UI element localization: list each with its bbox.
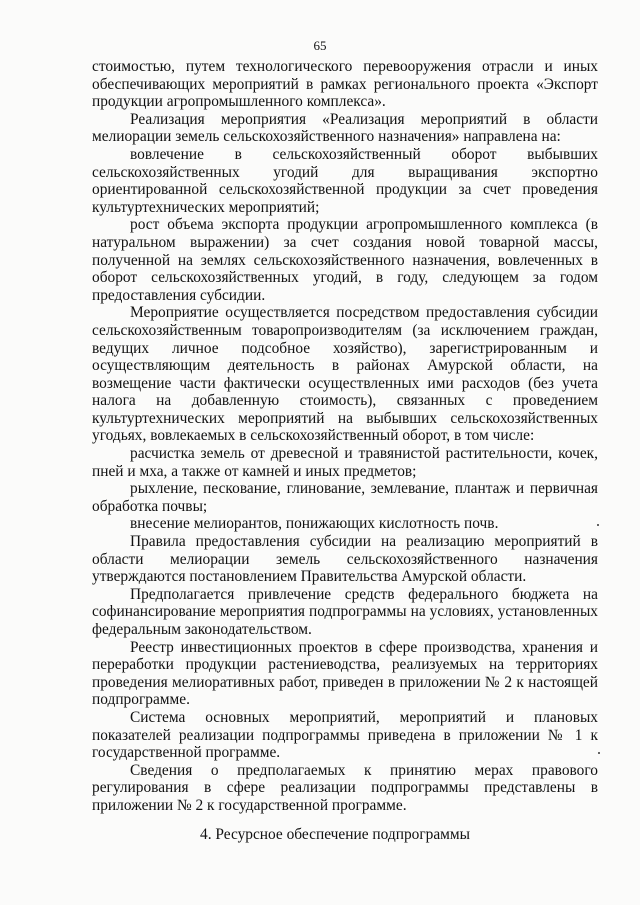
paragraph: Предполагается привлечение средств федерального бюджета на софинансирование мероприятия подпрограммы на условиях, установленных федеральным законодательством. xyxy=(92,585,598,638)
paragraph: вовлечение в сельскохозяйственный оборот выбывших сельскохозяйственных угодий для выращивания экспортно ориентированной сельскохозяйственной продукции за счет проведения культуртехнических мероприятий; xyxy=(92,145,598,216)
paragraph: Сведения о предполагаемых к принятию мерах правового регулирования в сфере реализации подпрограммы представлены в приложении № 2 к государственной программе. xyxy=(92,761,598,814)
scan-speck xyxy=(597,524,599,526)
paragraph: Мероприятие осуществляется посредством предоставления субсидии сельскохозяйственным товаропроизводителям (за исключением граждан, ведущих личное подсобное хозяйство), зарегистрированным и осуществляющим деятельность в районах Амурской области, на возмещение части фактически осуществленных ими расходов (без учета налога на добавленную стоимость), связанных с проведением культуртехнических мероприятий на выбывших сельскохозяйственных угодьях, вовлекаемых в сельскохозяйственный оборот, в том числе: xyxy=(92,304,598,445)
paragraph: стоимостью, путем технологического перевооружения отрасли и иных обеспечивающих мероприятий в рамках регионального проекта «Экспорт продукции агропромышленного комплекса». xyxy=(92,58,598,111)
section-heading: 4. Ресурсное обеспечение подпрограммы xyxy=(200,826,470,843)
scan-speck xyxy=(598,752,600,754)
paragraph: Реализация мероприятия «Реализация мероприятий в области мелиорации земель сельскохозяйственного назначения» направлена на: xyxy=(92,110,598,146)
paragraph: рыхление, пескование, глинование, землевание, плантаж и первичная обработка почвы; xyxy=(92,480,598,515)
body-text xyxy=(92,58,598,815)
paragraph: Правила предоставления субсидии на реализацию мероприятий в области мелиорации земель сельскохозяйственного назначения утверждаются постановлением Правительства Амурской области. xyxy=(92,533,598,586)
paragraph: внесение мелиорантов, понижающих кислотность почв. xyxy=(130,515,499,533)
page-number: 65 xyxy=(313,38,327,53)
paragraph: Система основных мероприятий, мероприятий и плановых показателей реализации подпрограммы приведена в приложении № 1 к государственной программе. xyxy=(92,708,598,762)
paragraph: Реестр инвестиционных проектов в сфере производства, хранения и переработки продукции растениеводства, реализуемых на территориях проведения мелиоративных работ, приведен в приложении № 2 к настоящей подпрограмме. xyxy=(92,638,598,709)
paragraph: расчистка земель от древесной и травянистой растительности, кочек, пней и мха, а также от камней и иных предметов; xyxy=(92,445,598,480)
paragraph: рост объема экспорта продукции агропромышленного комплекса (в натуральном выражении) за счет создания новой товарной массы, полученной на землях сельскохозяйственного назначения, вовлеченных в оборот сельскохозяйственных угодий, в году, следующем за годом предоставления субсидии. xyxy=(92,216,598,304)
